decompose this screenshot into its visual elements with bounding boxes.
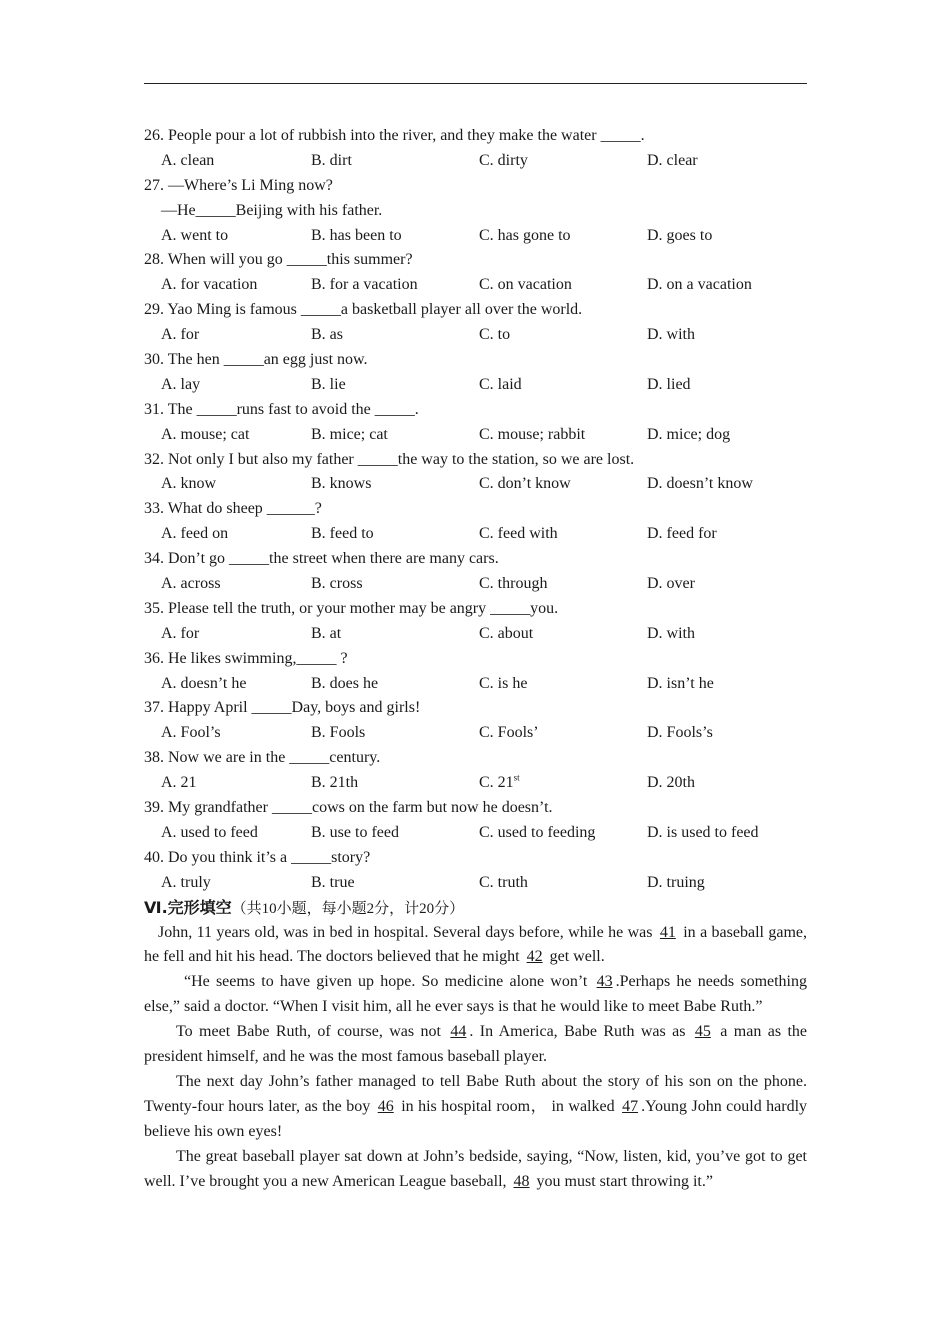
option-c: C. truth — [479, 873, 528, 891]
option-a: A. truly — [161, 873, 211, 891]
option-b: B. at — [311, 624, 342, 642]
option-d: D. 20th — [647, 774, 695, 792]
option-b: B. true — [311, 873, 355, 891]
option-a: A. went to — [161, 226, 229, 244]
exam-page — [144, 124, 807, 1194]
option-c: C. used to feeding — [479, 823, 596, 841]
question-37-options — [144, 721, 807, 746]
passage-text: a man as the president himself, and he was the most famous baseball player. — [144, 1023, 808, 1066]
question-27-stem-2: —He_____Beijing with his father. — [161, 201, 383, 219]
option-d: D. with — [647, 326, 695, 344]
blank-47: 47 — [622, 1097, 639, 1115]
question-26-options — [144, 149, 807, 174]
option-b: B. as — [311, 326, 343, 344]
question-31-options — [144, 423, 807, 448]
option-a: A. lay — [161, 375, 201, 393]
option-c: C. feed with — [479, 525, 558, 543]
option-c: C. on vacation — [479, 276, 572, 294]
passage-text: .Young John could hardly believe his own eyes! — [144, 1097, 808, 1140]
option-b: B. mice; cat — [311, 425, 388, 443]
option-d: D. with — [647, 624, 695, 642]
option-a: A. for — [161, 326, 200, 344]
question-27-stem: 27. —Where’s Li Ming now? — [144, 176, 333, 194]
option-b: B. cross — [311, 575, 363, 593]
passage-text: John, 11 years old, was in bed in hospital. Several days before, while he was — [158, 923, 653, 941]
question-30-options — [144, 373, 807, 398]
option-a: A. feed on — [161, 525, 229, 543]
option-d: D. is used to feed — [647, 823, 759, 841]
option-d: D. doesn’t know — [647, 475, 753, 493]
option-d: D. lied — [647, 375, 691, 393]
question-27-options — [144, 224, 807, 249]
option-c: C. has gone to — [479, 226, 571, 244]
question-39-stem: 39. My grandfather _____cows on the farm but now he doesn’t. — [144, 799, 553, 817]
option-c-superscript: st — [513, 772, 520, 783]
section-heading — [144, 896, 807, 921]
question-36-stem: 36. He likes swimming,_____ ? — [144, 649, 348, 667]
question-34-stem: 34. Don’t go _____the street when there are many cars. — [144, 550, 499, 568]
passage-text: The next day John’s father managed to tell Babe Ruth about the story of his son on the phone. Twenty-four hours later, as the boy — [144, 1072, 807, 1115]
question-40-options — [144, 871, 807, 896]
question-38-options — [144, 771, 807, 796]
question-37-stem: 37. Happy April _____Day, boys and girls! — [144, 699, 421, 717]
option-b: B. knows — [311, 475, 372, 493]
option-b: B. lie — [311, 375, 346, 393]
option-b: B. use to feed — [311, 823, 399, 841]
question-35-stem: 35. Please tell the truth, or your mother may be angry _____you. — [144, 599, 559, 617]
option-d: D. feed for — [647, 525, 717, 543]
option-b: B. does he — [311, 674, 379, 692]
passage-paragraph-5 — [144, 1145, 807, 1195]
section-note: （共10小题，每小题2分，计20分） — [231, 900, 465, 917]
blank-44: 44 — [450, 1023, 467, 1041]
blank-42: 42 — [526, 948, 543, 966]
passage-paragraph-4 — [144, 1070, 807, 1145]
option-c: C. about — [479, 624, 534, 642]
blank-45: 45 — [694, 1023, 711, 1041]
passage-text: in a baseball game, he fell and hit his head. The doctors believed that he might — [144, 923, 808, 966]
question-28-stem: 28. When will you go _____this summer? — [144, 251, 413, 269]
passage-text: get well. — [549, 948, 605, 966]
passage-text: you must start throwing it.” — [536, 1172, 713, 1190]
passage-text: To meet Babe Ruth, of course, was not — [176, 1023, 441, 1041]
blank-43: 43 — [596, 973, 613, 991]
question-39-options — [144, 821, 807, 846]
question-29-options — [144, 323, 807, 348]
option-b: B. has been to — [311, 226, 402, 244]
passage-paragraph-1 — [144, 921, 807, 971]
blank-41: 41 — [659, 923, 676, 941]
option-c — [479, 771, 520, 796]
passage-text: “He seems to have given up hope. So medicine alone won’t — [184, 973, 588, 991]
header-rule — [144, 83, 807, 84]
option-d: D. mice; dog — [647, 425, 731, 443]
passage-text: in his hospital room， in walked — [401, 1097, 615, 1115]
option-a: A. across — [161, 575, 221, 593]
question-33-options — [144, 522, 807, 547]
passage-text: The great baseball player sat down at John’s bedside, saying, “Now, listen, kid, you’ve got to get well. I’ve brought you a new American League baseball, — [144, 1147, 807, 1190]
question-29-stem: 29. Yao Ming is famous _____a basketball player all over the world. — [144, 301, 583, 319]
option-a: A. know — [161, 475, 217, 493]
option-b: B. Fools — [311, 724, 366, 742]
option-c: C. Fools’ — [479, 724, 539, 742]
option-d: D. over — [647, 575, 695, 593]
option-a: A. used to feed — [161, 823, 258, 841]
question-40-stem: 40. Do you think it’s a _____story? — [144, 848, 371, 866]
question-28-options — [144, 273, 807, 298]
option-a: A. Fool’s — [161, 724, 221, 742]
blank-46: 46 — [377, 1097, 394, 1115]
option-d: D. on a vacation — [647, 276, 752, 294]
passage-paragraph-2 — [144, 970, 807, 1020]
option-a: A. mouse; cat — [161, 425, 250, 443]
option-b: B. 21th — [311, 774, 359, 792]
option-b: B. dirt — [311, 151, 352, 169]
option-a: A. clean — [161, 151, 215, 169]
question-38-stem: 38. Now we are in the _____century. — [144, 749, 381, 767]
question-35-options — [144, 622, 807, 647]
option-c: C. mouse; rabbit — [479, 425, 586, 443]
passage-paragraph-3 — [144, 1020, 807, 1070]
section-title: Ⅵ.完形填空 — [144, 897, 232, 917]
option-d: D. truing — [647, 873, 705, 891]
option-d: D. isn’t he — [647, 674, 714, 692]
blank-48: 48 — [513, 1172, 530, 1190]
option-d: D. Fools’s — [647, 724, 713, 742]
option-c-text: C. 21 — [479, 774, 514, 792]
option-c: C. don’t know — [479, 475, 571, 493]
option-d: D. clear — [647, 151, 698, 169]
question-30-stem: 30. The hen _____an egg just now. — [144, 351, 368, 369]
option-a: A. doesn’t he — [161, 674, 247, 692]
option-c: C. dirty — [479, 151, 528, 169]
option-c: C. through — [479, 575, 548, 593]
question-31-stem: 31. The _____runs fast to avoid the _____. — [144, 400, 419, 418]
option-a: A. for vacation — [161, 276, 258, 294]
passage-text: .Perhaps he needs something else,” said a doctor. “When I visit him, all he ever says is that he would like to meet Babe Ruth.” — [144, 973, 808, 1016]
option-c: C. laid — [479, 375, 522, 393]
option-b: B. for a vacation — [311, 276, 418, 294]
question-33-stem: 33. What do sheep ______? — [144, 500, 322, 518]
option-c: C. to — [479, 326, 511, 344]
option-d: D. goes to — [647, 226, 713, 244]
option-a: A. for — [161, 624, 200, 642]
option-b: B. feed to — [311, 525, 374, 543]
question-26-stem: 26. People pour a lot of rubbish into the river, and they make the water _____. — [144, 127, 645, 144]
option-c: C. is he — [479, 674, 528, 692]
question-32-options — [144, 472, 807, 497]
question-32-stem: 32. Not only I but also my father _____the way to the station, so we are lost. — [144, 450, 635, 468]
question-34-options — [144, 572, 807, 597]
question-36-options — [144, 672, 807, 697]
passage-text: . In America, Babe Ruth was as — [469, 1023, 686, 1041]
option-a: A. 21 — [161, 774, 197, 792]
